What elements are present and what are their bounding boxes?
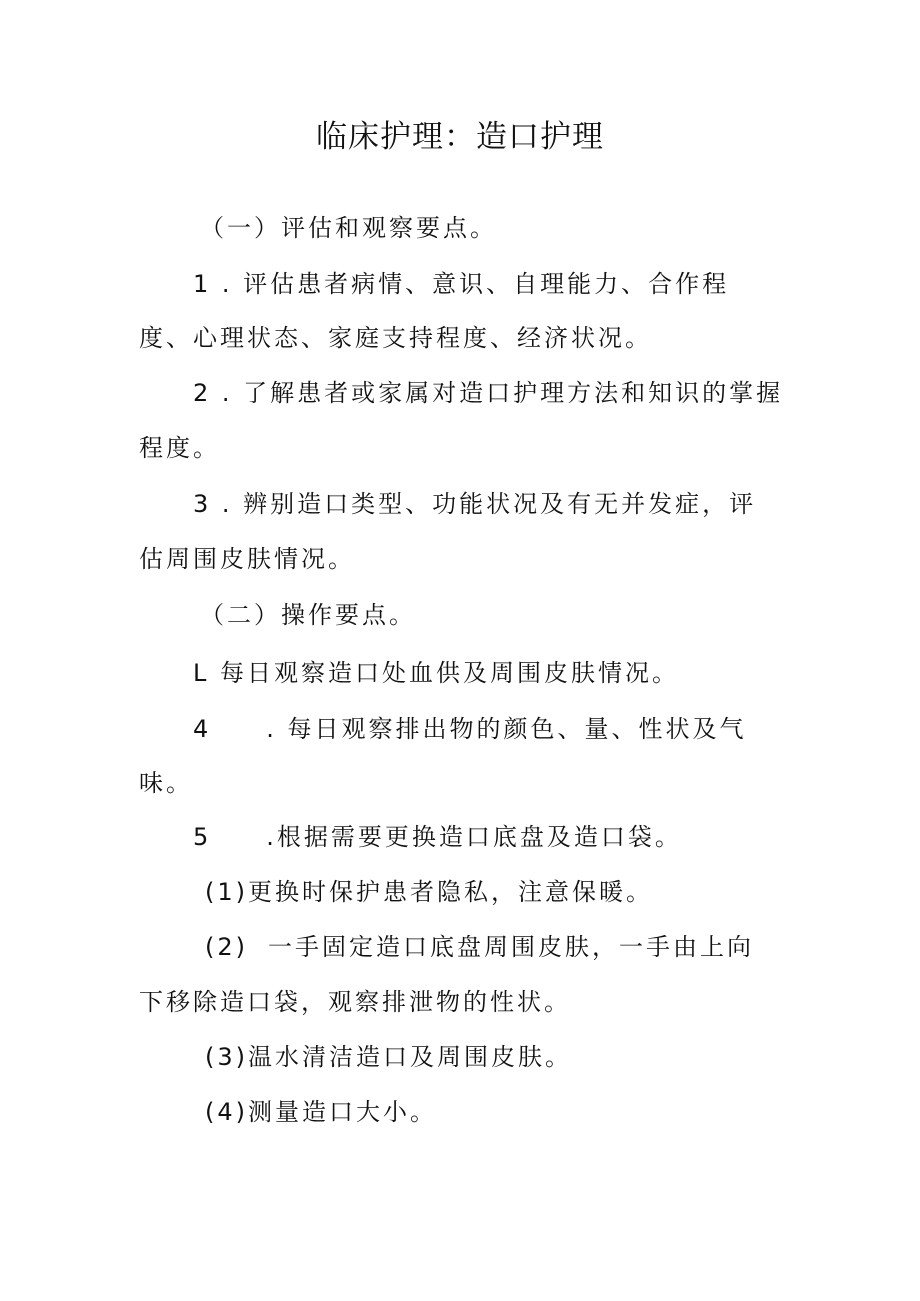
- sub-step-4: (4)测量造口大小。: [205, 1098, 437, 1126]
- operation-item-5-text: .根据需要更换造口底盘及造口袋。: [266, 823, 682, 851]
- section-heading-operation: （二）操作要点。: [200, 601, 416, 629]
- section-heading-assessment: （一）评估和观察要点。: [200, 214, 497, 242]
- assessment-item-2-line-2: 程度。: [139, 434, 220, 462]
- document-title: 临床护理：造口护理: [316, 119, 604, 155]
- sub-step-2-line-1: [205, 930, 754, 964]
- operation-item-5-number: 5: [193, 823, 209, 851]
- operation-item-4-text: . 每日观察排出物的颜色、量、性状及气: [266, 715, 747, 743]
- assessment-item-3-line-1: 3 . 辨别造口类型、功能状况及有无并发症，评: [193, 490, 757, 518]
- operation-item-1: L 每日观察造口处血供及周围皮肤情况。: [193, 659, 679, 687]
- operation-item-4-number: 4: [193, 715, 209, 743]
- sub-step-2-text: 一手固定造口底盘周围皮肤，一手由上向: [268, 933, 754, 961]
- assessment-item-2-line-1: 2 . 了解患者或家属对造口护理方法和知识的掌握: [193, 379, 784, 407]
- sub-step-2-number: (2): [205, 933, 248, 961]
- assessment-item-3-line-2: 估周围皮肤情况。: [139, 545, 355, 573]
- assessment-item-1-line-2: 度、心理状态、家庭支持程度、经济状况。: [139, 324, 652, 352]
- operation-item-5: [193, 820, 682, 854]
- operation-item-4-line-2: 味。: [139, 769, 193, 797]
- sub-step-2-line-2: 下移除造口袋，观察排泄物的性状。: [139, 988, 571, 1016]
- operation-item-4-line-1: [193, 712, 747, 746]
- sub-step-1: (1)更换时保护患者隐私，注意保暖。: [205, 878, 653, 906]
- sub-step-3: (3)温水清洁造口及周围皮肤。: [205, 1043, 572, 1071]
- assessment-item-1-line-1: 1 . 评估患者病情、意识、自理能力、合作程: [193, 270, 730, 298]
